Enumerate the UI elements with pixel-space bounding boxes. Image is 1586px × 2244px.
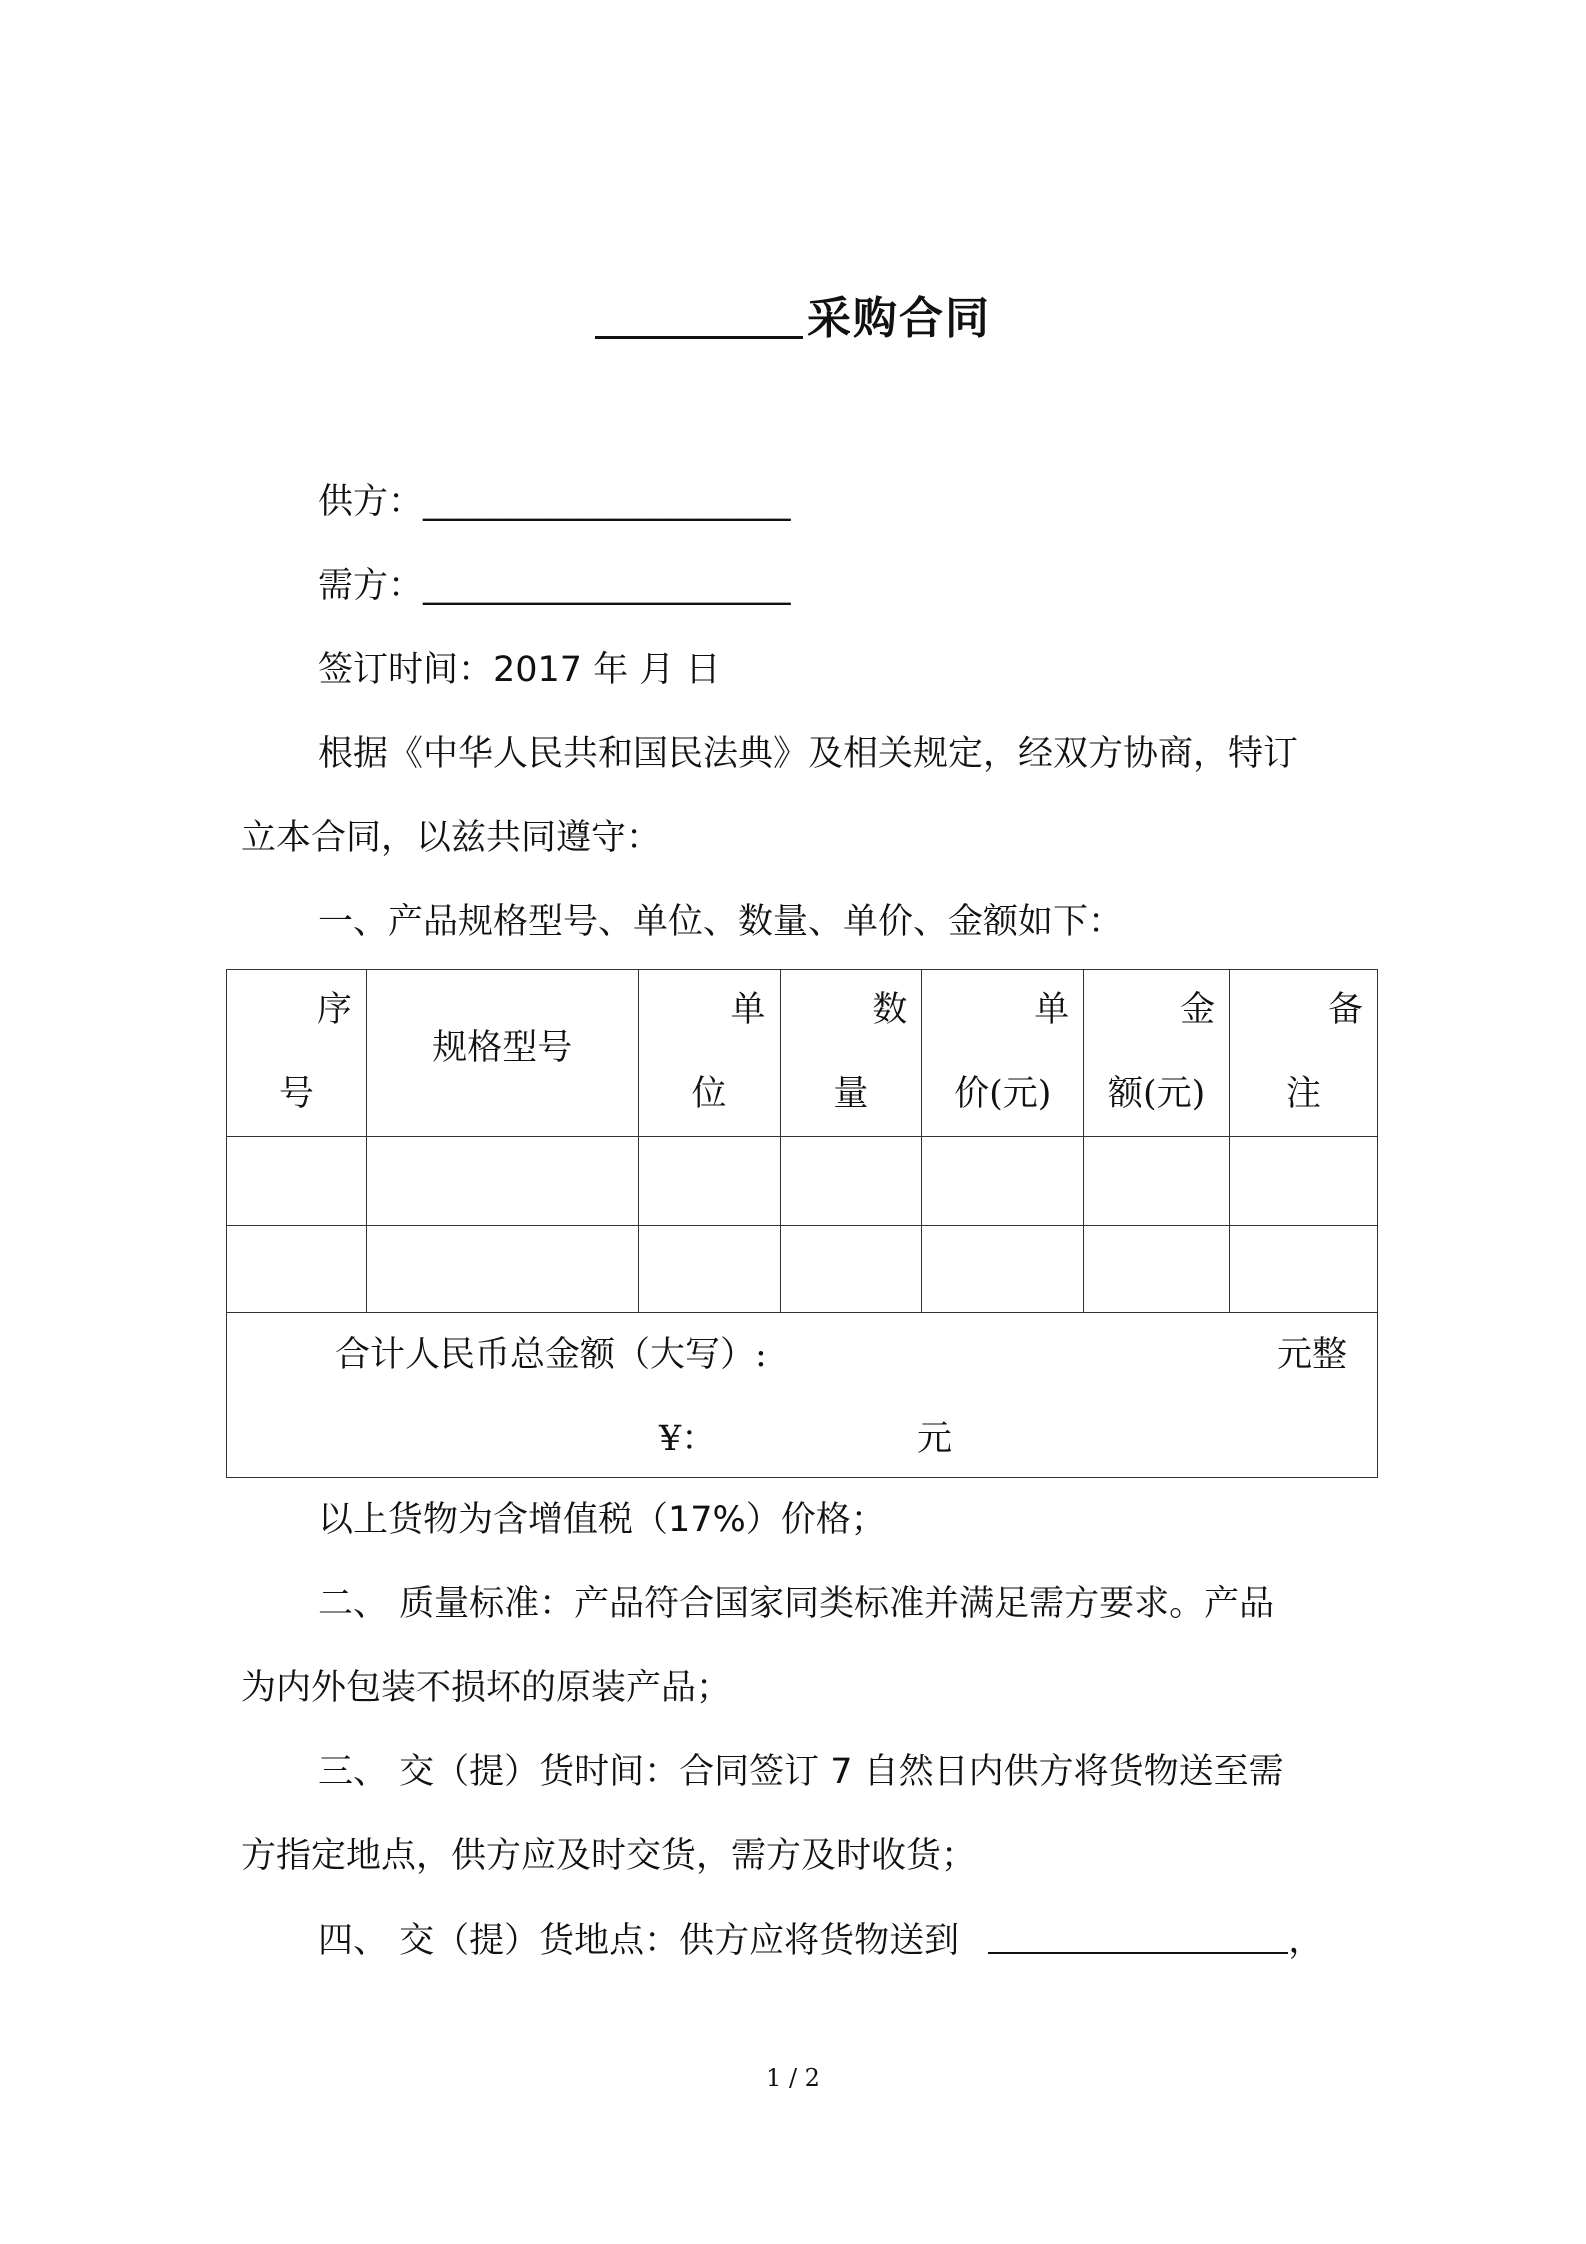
section-2-line-2: 为内外包装不损坏的原装产品； — [241, 1668, 732, 1708]
table-cell[interactable] — [1230, 1226, 1378, 1313]
table-cell[interactable] — [227, 1226, 367, 1313]
table-total-row — [227, 1313, 1378, 1478]
title-text: 采购合同 — [807, 293, 991, 344]
header-quantity: 数 量 — [780, 970, 922, 1137]
title-blank — [595, 292, 803, 339]
table-cell[interactable] — [780, 1226, 922, 1313]
total-amount-label: 合计人民币总金额（大写）: — [335, 1335, 767, 1375]
section-4-text: 四、 交（提）货地点：供方应将货物送到 — [318, 1921, 960, 1961]
product-table — [226, 969, 1378, 1478]
buyer-blank: _____________________ — [423, 566, 791, 606]
section-4-comma: ， — [1288, 1921, 1324, 1961]
table-cell[interactable] — [1084, 1226, 1230, 1313]
intro-line-2: 立本合同，以兹共同遵守： — [241, 818, 662, 858]
header-remarks: 备 注 — [1230, 970, 1378, 1137]
table-cell[interactable] — [1230, 1137, 1378, 1226]
buyer-label: 需方： — [318, 566, 424, 606]
supplier-line — [318, 482, 791, 522]
table-cell[interactable] — [366, 1226, 638, 1313]
sign-date-line: 签订时间：2017 年 月 日 — [318, 650, 721, 690]
table-cell[interactable] — [227, 1137, 367, 1226]
total-cell — [227, 1313, 1378, 1478]
header-serial: 序 号 — [227, 970, 367, 1137]
header-spec-model: 规格型号 — [366, 970, 638, 1137]
table-cell[interactable] — [638, 1226, 780, 1313]
table-cell[interactable] — [1084, 1137, 1230, 1226]
table-cell[interactable] — [638, 1137, 780, 1226]
header-unit-price: 单 价(元) — [922, 970, 1084, 1137]
section-4-line-1 — [318, 1920, 1323, 1961]
table-row — [227, 1226, 1378, 1313]
contract-title — [0, 282, 1586, 346]
supplier-blank: _____________________ — [423, 482, 791, 522]
section-3-line-1: 三、 交（提）货时间：合同签订 7 自然日内供方将货物送至需 — [318, 1752, 1284, 1792]
table-cell[interactable] — [780, 1137, 922, 1226]
table-cell[interactable] — [922, 1226, 1084, 1313]
buyer-line — [318, 566, 791, 606]
table-cell[interactable] — [366, 1137, 638, 1226]
delivery-location-blank — [988, 1920, 1288, 1954]
page-number: 1 / 2 — [766, 2064, 820, 2092]
supplier-label: 供方： — [318, 482, 424, 522]
header-amount: 金 额(元) — [1084, 970, 1230, 1137]
section-1-heading: 一、产品规格型号、单位、数量、单价、金额如下： — [318, 902, 1124, 942]
yuan-symbol: ¥： — [659, 1419, 717, 1459]
yuan-unit: 元 — [917, 1419, 953, 1459]
tax-note: 以上货物为含增值税（17%）价格； — [318, 1500, 886, 1540]
header-unit: 单 位 — [638, 970, 780, 1137]
section-2-line-1: 二、 质量标准：产品符合国家同类标准并满足需方要求。产品 — [318, 1584, 1275, 1624]
intro-line-1: 根据《中华人民共和国民法典》及相关规定，经双方协商，特订 — [318, 734, 1299, 774]
table-cell[interactable] — [922, 1137, 1084, 1226]
section-3-line-2: 方指定地点，供方应及时交货，需方及时收货； — [241, 1836, 977, 1876]
table-header-row — [227, 970, 1378, 1137]
total-amount-unit: 元整 — [1276, 1335, 1347, 1375]
table-row — [227, 1137, 1378, 1226]
